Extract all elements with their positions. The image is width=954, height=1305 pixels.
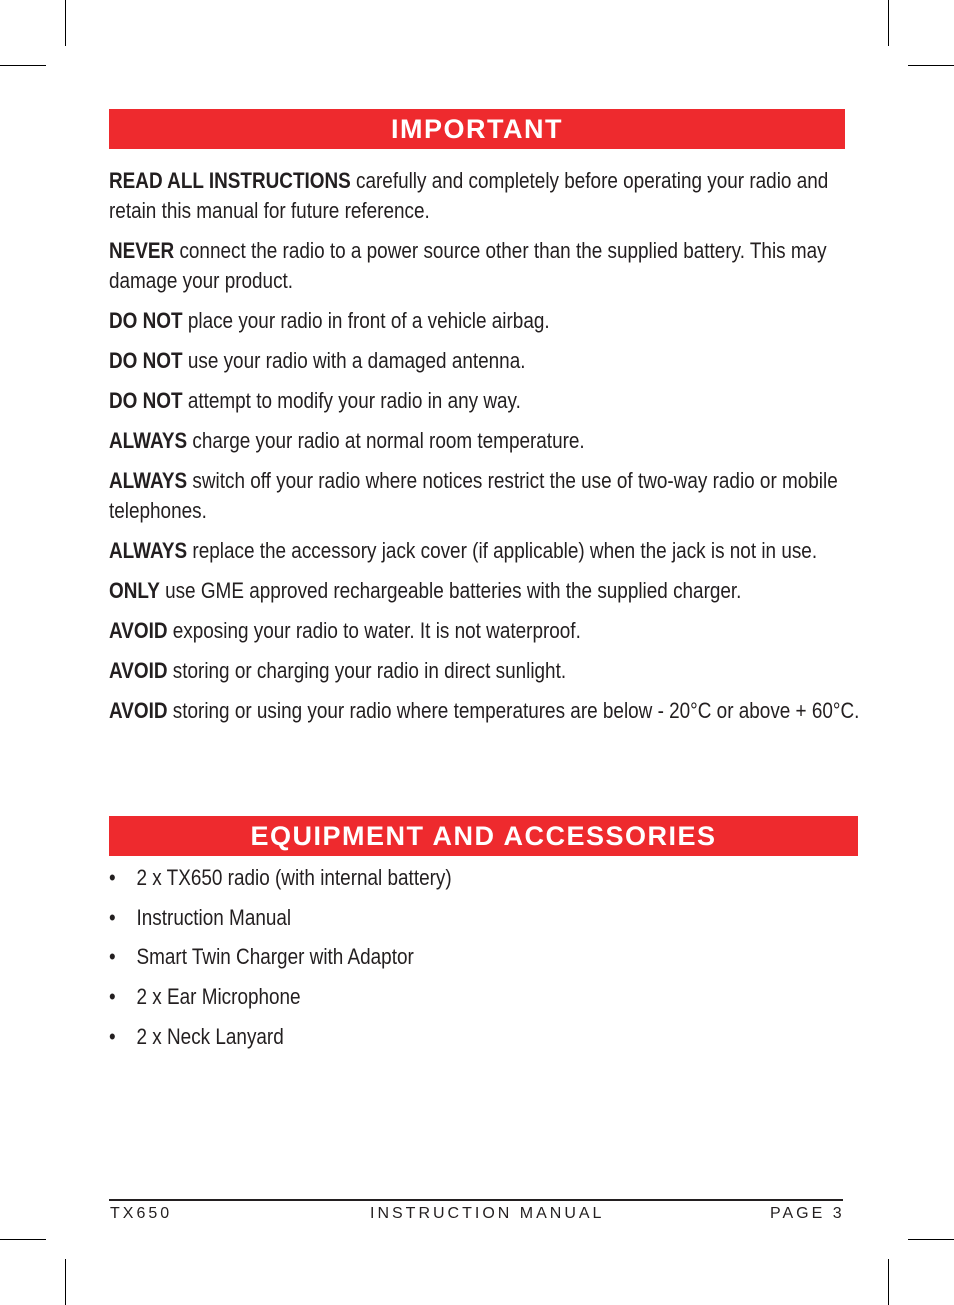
rule-item (109, 536, 867, 566)
crop-mark (65, 1259, 66, 1305)
rule-lead: AVOID (109, 658, 168, 683)
bullet-icon: • (109, 904, 116, 930)
rule-item (109, 306, 867, 336)
equipment-list (109, 863, 507, 1061)
rule-lead: DO NOT (109, 308, 183, 333)
crop-mark (908, 65, 954, 66)
rule-lead: AVOID (109, 698, 168, 723)
rule-lead: ALWAYS (109, 538, 188, 563)
list-item-text: Instruction Manual (136, 904, 292, 930)
list-item-text: 2 x Ear Microphone (136, 984, 301, 1010)
footer-model: TX650 (110, 1205, 173, 1222)
list-item-text: 2 x TX650 radio (with internal battery) (136, 865, 452, 890)
rule-lead: ONLY (109, 578, 160, 603)
footer-doc-title: INSTRUCTION MANUAL (370, 1205, 605, 1222)
rule-lead: READ ALL INSTRUCTIONS (109, 168, 351, 193)
rule-text: storing or charging your radio in direct sunlight. (167, 658, 567, 683)
rule-text: attempt to modify your radio in any way. (182, 388, 521, 413)
bullet-icon: • (109, 944, 116, 970)
rule-item (109, 466, 867, 526)
rule-text: connect the radio to a power source other than the supplied battery. This may damage your product. (109, 238, 827, 293)
list-item (109, 863, 452, 893)
crop-mark (0, 1239, 46, 1240)
rule-item (109, 616, 867, 646)
list-item (109, 942, 452, 972)
list-item (109, 1022, 452, 1052)
rule-lead: DO NOT (109, 388, 183, 413)
rule-item (109, 576, 867, 606)
rule-text: storing or using your radio where temperatures are below - 20°C or above + 60°C. (167, 698, 860, 723)
list-item-text: Smart Twin Charger with Adaptor (136, 944, 414, 970)
rule-text: replace the accessory jack cover (if applicable) when the jack is not in use. (187, 538, 818, 563)
rule-item (109, 656, 867, 686)
crop-mark (0, 65, 46, 66)
rule-text: use GME approved rechargeable batteries with the supplied charger. (159, 578, 742, 603)
equipment-heading: EQUIPMENT AND ACCESSORIES (109, 816, 858, 856)
crop-mark (908, 1239, 954, 1240)
important-heading: IMPORTANT (109, 109, 845, 149)
crop-mark (888, 1259, 889, 1305)
rule-lead: NEVER (109, 238, 175, 263)
bullet-icon: • (109, 865, 116, 890)
bullet-icon: • (109, 984, 116, 1010)
crop-mark (888, 0, 889, 46)
rule-text: charge your radio at normal room temperature. (187, 428, 585, 453)
rule-text: use your radio with a damaged antenna. (182, 348, 526, 373)
list-item (109, 982, 452, 1012)
rule-item (109, 346, 867, 376)
rule-lead: AVOID (109, 618, 168, 643)
rule-lead: DO NOT (109, 348, 183, 373)
crop-mark (65, 0, 66, 46)
rule-text: switch off your radio where notices restrict the use of two-way radio or mobile telephones. (109, 468, 838, 523)
rule-item (109, 166, 867, 226)
rule-item (109, 696, 867, 726)
rule-text: exposing your radio to water. It is not waterproof. (167, 618, 581, 643)
rule-lead: ALWAYS (109, 428, 188, 453)
rule-lead: ALWAYS (109, 468, 188, 493)
list-item-text: 2 x Neck Lanyard (136, 1023, 284, 1049)
rule-item (109, 386, 867, 416)
rule-text: place your radio in front of a vehicle airbag. (182, 308, 550, 333)
footer-page-number: PAGE 3 (770, 1205, 845, 1222)
rule-item (109, 236, 867, 296)
bullet-icon: • (109, 1023, 116, 1049)
important-rules (109, 166, 869, 736)
rule-text: carefully and completely before operating your radio and retain this manual for future reference. (109, 168, 829, 223)
footer-rule (109, 1199, 843, 1201)
rule-item (109, 426, 867, 456)
list-item (109, 903, 452, 933)
